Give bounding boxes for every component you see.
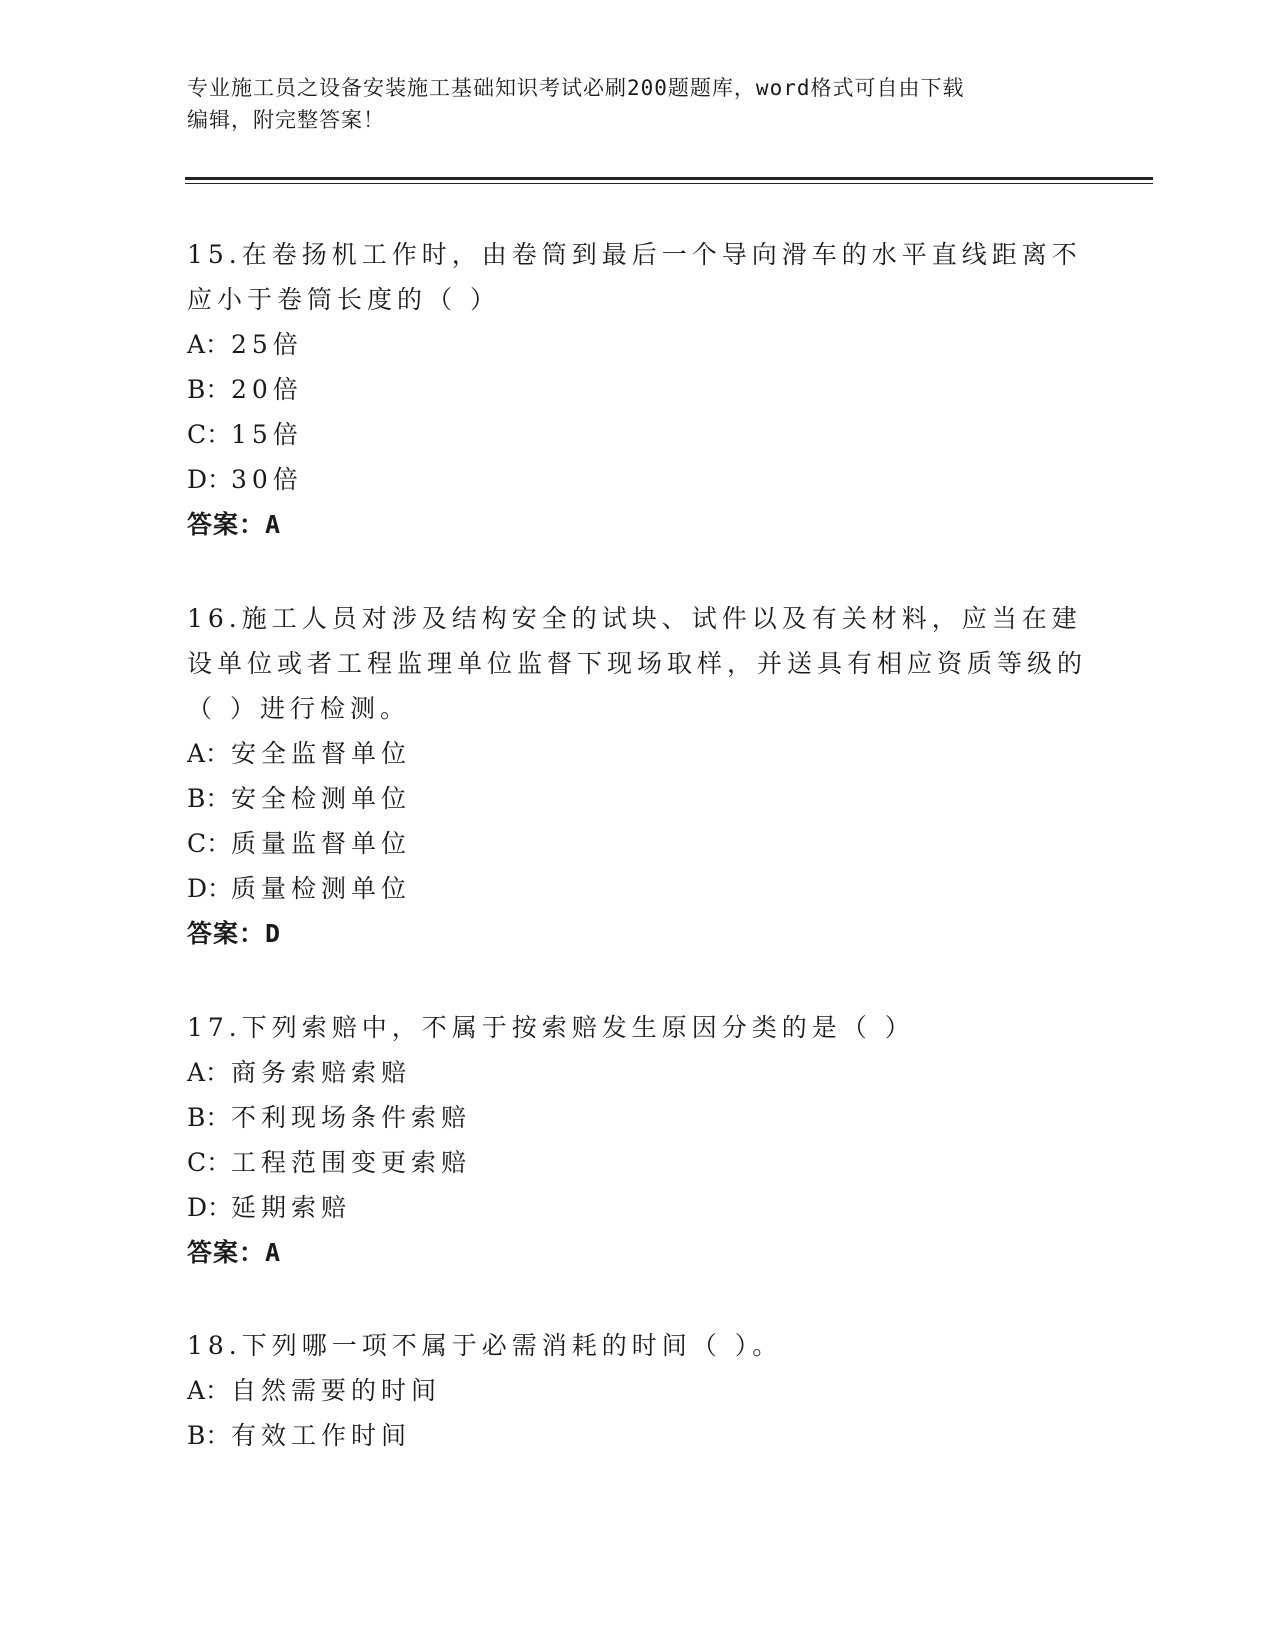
option-value: 自然需要的时间	[231, 1376, 442, 1405]
option-value: 工程范围变更索赔	[231, 1148, 472, 1177]
option-value: 不利现场条件索赔	[231, 1103, 472, 1132]
option-value: 商务索赔索赔	[231, 1058, 412, 1087]
option-b	[187, 1413, 1087, 1458]
question-18	[187, 1323, 1087, 1458]
option-key: C：	[187, 1148, 232, 1177]
option-key: C：	[187, 829, 232, 858]
option-a	[187, 731, 1087, 776]
option-key: B：	[187, 1103, 231, 1132]
option-b	[187, 1095, 1087, 1140]
option-b	[187, 776, 1087, 821]
option-value: 延期索赔	[231, 1193, 352, 1222]
option-c	[187, 821, 1087, 866]
question-15	[187, 232, 1087, 547]
question-text: 16.施工人员对涉及结构安全的试块、试件以及有关材料，应当在建设单位或者工程监理单位监督下现场取样，并送具有相应资质等级的（ ）进行检测。	[187, 604, 1088, 723]
option-a	[187, 322, 1087, 367]
option-value: 质量检测单位	[231, 874, 412, 903]
option-key: D：	[187, 465, 233, 494]
question-text: 17.下列索赔中，不属于按索赔发生原因分类的是（ ）	[187, 1013, 915, 1042]
option-d	[187, 1185, 1087, 1230]
option-value: 安全检测单位	[231, 784, 412, 813]
header-title-line-1: 专业施工员之设备安装施工基础知识考试必刷200题题库，word格式可自由下载	[187, 76, 965, 100]
option-a	[187, 1368, 1087, 1413]
document-header	[187, 72, 1087, 136]
option-key: A：	[187, 330, 231, 359]
option-value: 有效工作时间	[231, 1421, 412, 1450]
option-key: D：	[187, 874, 233, 903]
question-16	[187, 596, 1087, 956]
option-c	[187, 412, 1087, 457]
header-divider-thick	[185, 177, 1153, 180]
option-key: B：	[187, 784, 231, 813]
option-value: 20倍	[231, 375, 303, 404]
option-key: C：	[187, 420, 232, 449]
option-d	[187, 457, 1087, 502]
option-value: 15倍	[231, 420, 303, 449]
header-title-line-2: 编辑，附完整答案！	[187, 108, 385, 132]
option-b	[187, 367, 1087, 412]
answer-label: 答案：A	[187, 1238, 282, 1267]
answer-label: 答案：D	[187, 919, 282, 948]
answer-label: 答案：A	[187, 510, 282, 539]
question-text: 15.在卷扬机工作时，由卷筒到最后一个导向滑车的水平直线距离不应小于卷筒长度的（ ）	[187, 240, 1082, 314]
option-value: 25倍	[231, 330, 303, 359]
option-a	[187, 1050, 1087, 1095]
option-value: 30倍	[231, 465, 303, 494]
question-17	[187, 1005, 1087, 1275]
option-value: 安全监督单位	[231, 739, 412, 768]
option-d	[187, 866, 1087, 911]
option-key: A：	[187, 739, 231, 768]
question-text: 18.下列哪一项不属于必需消耗的时间（ ）。	[187, 1331, 783, 1360]
option-key: D：	[187, 1193, 233, 1222]
header-divider-thin	[185, 183, 1153, 184]
option-key: A：	[187, 1376, 231, 1405]
option-value: 质量监督单位	[231, 829, 412, 858]
option-key: B：	[187, 1421, 231, 1450]
option-key: B：	[187, 375, 231, 404]
option-key: A：	[187, 1058, 231, 1087]
option-c	[187, 1140, 1087, 1185]
